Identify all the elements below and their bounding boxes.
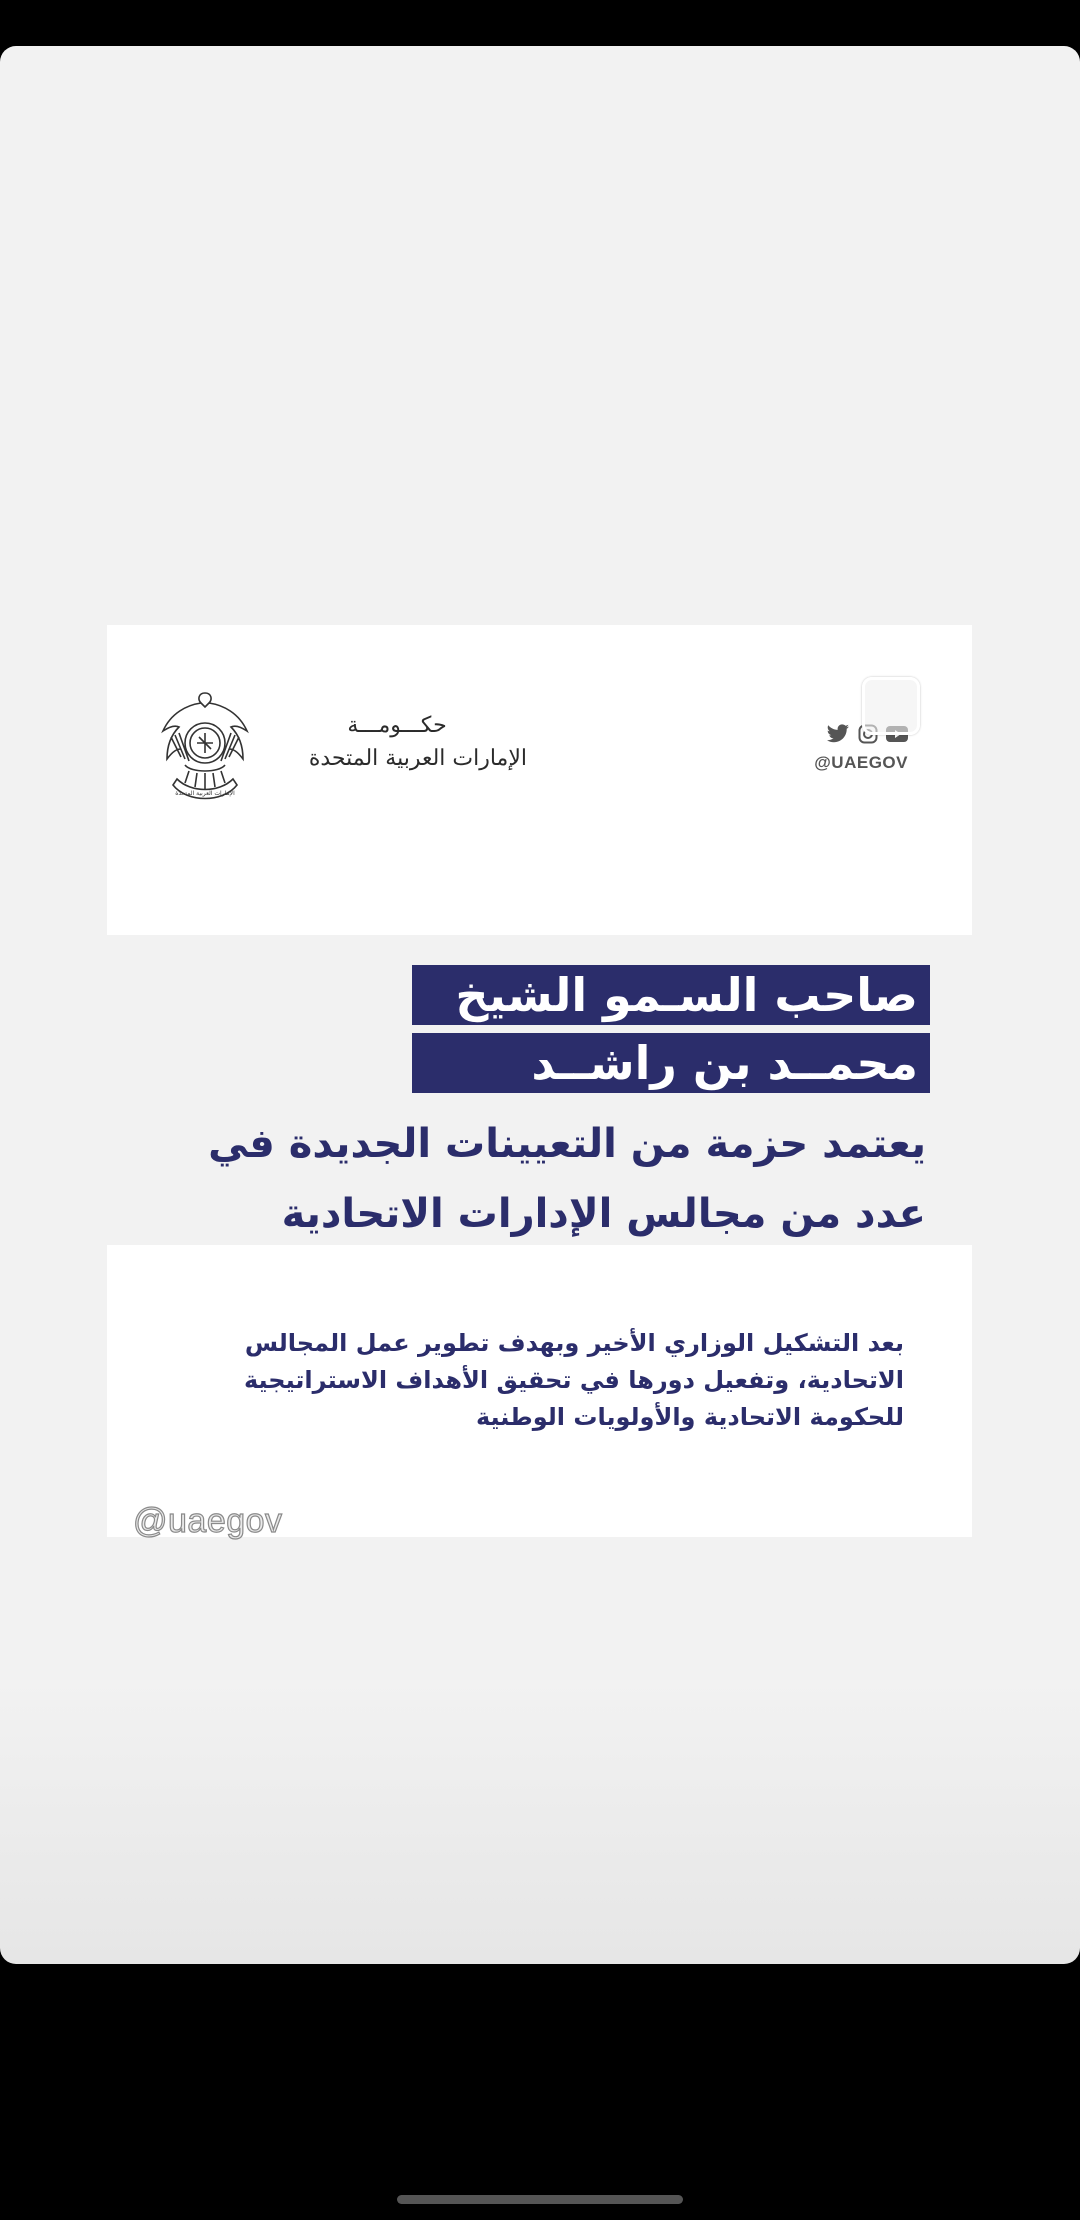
story-card[interactable] [0, 46, 1080, 1964]
body-panel [107, 1245, 972, 1537]
headline-line1: صاحب السـمو الشيخ [412, 965, 930, 1025]
gov-line2: الإمارات العربية المتحدة [308, 746, 527, 771]
post-image [107, 625, 972, 1537]
twitter-icon [826, 724, 850, 748]
home-indicator[interactable] [397, 2195, 683, 2204]
watermark-handle: @uaegov [133, 1502, 283, 1540]
gov-line1: حكـــومـــة [347, 713, 447, 738]
header-panel [107, 625, 972, 935]
overlay-square [862, 677, 920, 735]
headline-line2: محمــد بن راشــد [412, 1033, 930, 1093]
headline [412, 965, 930, 1101]
social-handle: @UAEGOV [814, 753, 908, 772]
svg-text:الإمارات العربية المتحدة: الإمارات العربية المتحدة [175, 790, 235, 797]
body-text: بعد التشكيل الوزاري الأخير وبهدف تطوير عمل المجالس الاتحادية، وتفعيل دورها في تحقيق الأهداف الاستراتيجية للحكومة الاتحادية والأولويات الوطنية [243, 1329, 904, 1431]
subheadline: يعتمد حزمة من التعيينات الجديدة في عدد من مجالس الإدارات الاتحادية [208, 1121, 926, 1237]
government-title [267, 713, 527, 771]
uae-emblem-icon [157, 687, 253, 807]
